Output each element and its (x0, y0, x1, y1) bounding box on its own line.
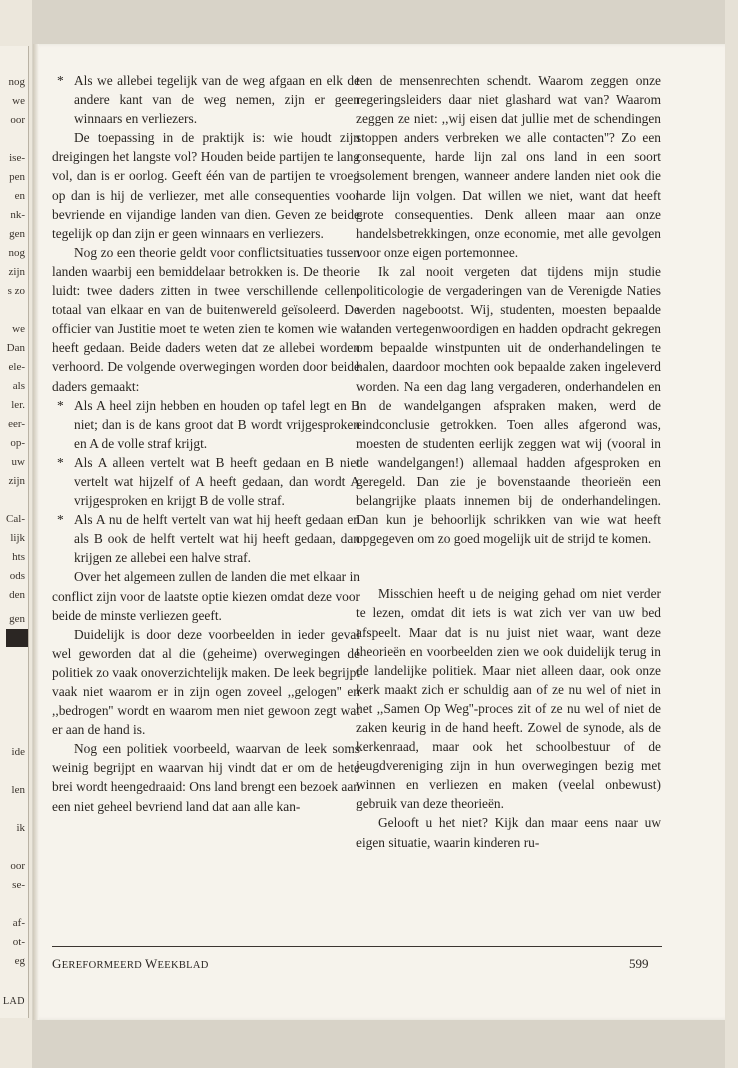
previous-page-text-fragment: ide (11, 746, 25, 758)
previous-page-text-fragment: nk- (10, 209, 25, 221)
previous-page-text-fragment: Cal- (6, 513, 25, 525)
previous-page-edge (0, 46, 29, 1018)
previous-page-text-fragment: we (12, 323, 25, 335)
bullet-item (52, 396, 360, 453)
page-number: 599 (629, 956, 649, 971)
previous-page-text-fragment: oor (10, 114, 25, 126)
bullet-text: Als we allebei tegelijk van de weg afgaan en elk de andere kant van de weg nemen, zijn er geen winnaars en verliezers. (74, 73, 360, 127)
previous-page-text-fragment: len (11, 784, 25, 796)
paragraph: Nog een politiek voorbeeld, waarvan de leek soms weinig begrijpt en waarvan hij vindt dat er om de hete brei wordt heengedraaid: Ons land brengt een bezoek aan een niet geheel bevriend land dat aan alle kan- (52, 741, 360, 814)
paragraph: ten de mensenrechten schendt. Waarom zeggen onze regeringsleiders daar niet glashard wat van? Waarom zeggen ze niet: ,,wij eisen dat jullie met de schendingen stoppen anders verbreken we alle contacten''? Zo een consequente, harde lijn zal ons land in een soort isolement brengen, wanneer andere landen niet ook die harde lijn volgen. Dat willen we niet, want dat heeft grote consequenties. Denk alleen maar aan onze handelsbetrekkingen, onze economie, met alle gevolgen voor onze eigen portemonnee. (356, 73, 661, 260)
paragraph: Ik zal nooit vergeten dat tijdens mijn studie politicologie de vergaderingen van de Verenigde Naties werden nagebootst. Wij, studenten, moesten bepaalde landen vertegenwoordigen en hadden opdracht gekregen om bepaalde winstpunten uit de onderhandelingen te halen, daardoor mochten ook bepaalde zaken ingeleverd worden. Na een dag lang vergaderen, onderhandelen en in de wandelgangen afspraken maken, werd de eindconclusie getrokken. Toen alles afgerond was, moesten de studenten eerlijk zeggen wat wij (vooral in de wandelgangen!) allemaal hadden afgesproken en geregeld. Dan zie je bovenstaande theorieën een belangrijke plaats innemen bij de onderhandelingen. Dan kun je behoorlijk schrikken van wie wat heeft opgegeven om zo goed mogelijk uit de strijd te komen. (356, 263, 661, 547)
paragraph-gap (356, 548, 661, 584)
previous-page-text-fragment: zijn (8, 266, 25, 278)
previous-page-text-fragment: eer- (8, 418, 25, 430)
bullet-text: Als A heel zijn hebben en houden op tafel legt en B niet; dan is de kans groot dat B wordt vrijgesproken en A de volle straf krijgt. (74, 397, 360, 451)
previous-page-text-fragment: ler. (11, 399, 25, 411)
paragraph: Gelooft u het niet? Kijk dan maar eens naar uw eigen situatie, waarin kinderen ru- (356, 815, 661, 850)
previous-page-text-fragment: den (9, 589, 25, 601)
bullet-asterisk: * (57, 73, 64, 88)
previous-page-text-fragment: se- (12, 879, 25, 891)
previous-page-text-fragment: eg (14, 955, 25, 967)
previous-page-black-box (6, 629, 28, 647)
previous-page-text-fragment: op- (10, 437, 25, 449)
paragraph: Misschien heeft u de neiging gehad om niet verder te lezen, omdat dit iets is wat zich ver van uw bed afspeelt. Maar dat is nu juist niet waar, want deze theorieën en voorbeelden zien we ook duidelijk terug in de landelijke politiek. Maar niet alleen daar, ook onze kerk maakt zich er schuldig aan of ze nu wel of niet in het ,,Samen Op Weg''-proces zit of ze nu wel of niet de zaken keurig in de hand heeft. Zowel de synode, als de kerkenraad, maar ook het schoolbestuur of de jeugdvereniging zijn in hun overwegingen bezig met winnen en verliezen en maken (veelal onbewust) gebruik van deze theorieën. (356, 586, 661, 812)
previous-page-footer-fragment: LAD (2, 996, 25, 1007)
previous-page-text-fragment: oor (10, 860, 25, 872)
previous-page-text-fragment: Dan (6, 342, 25, 354)
previous-page-text-fragment: lijk (10, 532, 25, 544)
bullet-item (52, 453, 360, 510)
publication-title: GEREFORMEERD WEEKBLAD (52, 956, 209, 971)
bullet-text: Als A alleen vertelt wat B heeft gedaan en B niet vertelt wat hijzelf of A heeft gedaan, dan wordt A vrijgesproken en krijgt B de volle straf. (74, 454, 360, 509)
magazine-page (33, 44, 725, 1020)
bullet-asterisk: * (57, 512, 64, 528)
paragraph: Duidelijk is door deze voorbeelden in ieder geval wel geworden dat al die (geheime) overwegingen de politiek zo vaak onoverzichtelijk maken. De leek begrijpt vaak niet waarom er in zijn ogen zoveel ,,gelogen'' en ,,bedrogen'' wordt en waarom men niet gewoon zegt wat er aan de hand is. (52, 626, 360, 738)
previous-page-text-fragment: gen (9, 613, 25, 625)
bullet-text: Als A nu de helft vertelt van wat hij heeft gedaan en als B ook de helft vertelt wat hij heeft gedaan, dan krijgen ze allebei een halve straf. (74, 512, 360, 566)
previous-page-text-fragment: ot- (12, 936, 25, 948)
bullet-item (52, 510, 360, 567)
footer-rule (52, 946, 662, 947)
bullet-item (52, 71, 360, 128)
previous-page-text-fragment: pen (9, 171, 25, 183)
page-spine-shadow (33, 44, 39, 1020)
paragraph: Over het algemeen zullen de landen die met elkaar in conflict zijn voor de laatste optie kiezen omdat deze voor beide de minste verliezen geeft. (52, 569, 360, 623)
previous-page-text-fragment: ise- (9, 152, 25, 164)
previous-page-text-fragment: nog (8, 247, 25, 259)
previous-page-text-fragment: nog (8, 76, 25, 88)
bullet-asterisk: * (57, 397, 64, 413)
previous-page-text-fragment: gen (9, 228, 25, 240)
previous-page-text-fragment: we (12, 95, 25, 107)
previous-page-text-fragment: en (14, 190, 25, 202)
previous-page-text-fragment: af- (12, 917, 25, 929)
right-column (356, 71, 661, 852)
bullet-asterisk: * (57, 454, 64, 470)
previous-page-text-fragment: uw (11, 456, 25, 468)
left-column (52, 71, 360, 816)
previous-page-text-fragment: ik (16, 822, 25, 834)
paragraph: Nog zo een theorie geldt voor conflictsituaties tussen landen waarbij een bemiddelaar betrokken is. De theorie luidt: twee daders zitten in twee verschillende cellen, totaal van elkaar en van de buitenwereld geïsoleerd. De officier van Justitie moet te weten zien te komen wie wat heeft gedaan. Beide daders weten dat ze allebei worden verhoord. De volgende overwegingen worden door beide daders gemaakt: (52, 244, 360, 394)
previous-page-text-fragment: ele- (8, 361, 25, 373)
scan-background-right (725, 0, 738, 1068)
previous-page-text-fragment: zijn (8, 475, 25, 487)
paragraph: De toepassing in de praktijk is: wie houdt zijn dreigingen het langste vol? Houden beide partijen te lang vol, dan is er oorlog. Geeft één van de partijen te vroeg op dan is hij de verliezer, met alle consequenties voor bevriende en vijandige landen van dien. Geven ze beide tegelijk op dan zijn er geen winnaars en verliezers. (52, 130, 360, 241)
previous-page-text-fragment: als (12, 380, 25, 392)
previous-page-text-fragment: hts (12, 551, 25, 563)
previous-page-text-fragment: s zo (7, 285, 25, 297)
previous-page-text-fragment: ods (9, 570, 25, 582)
